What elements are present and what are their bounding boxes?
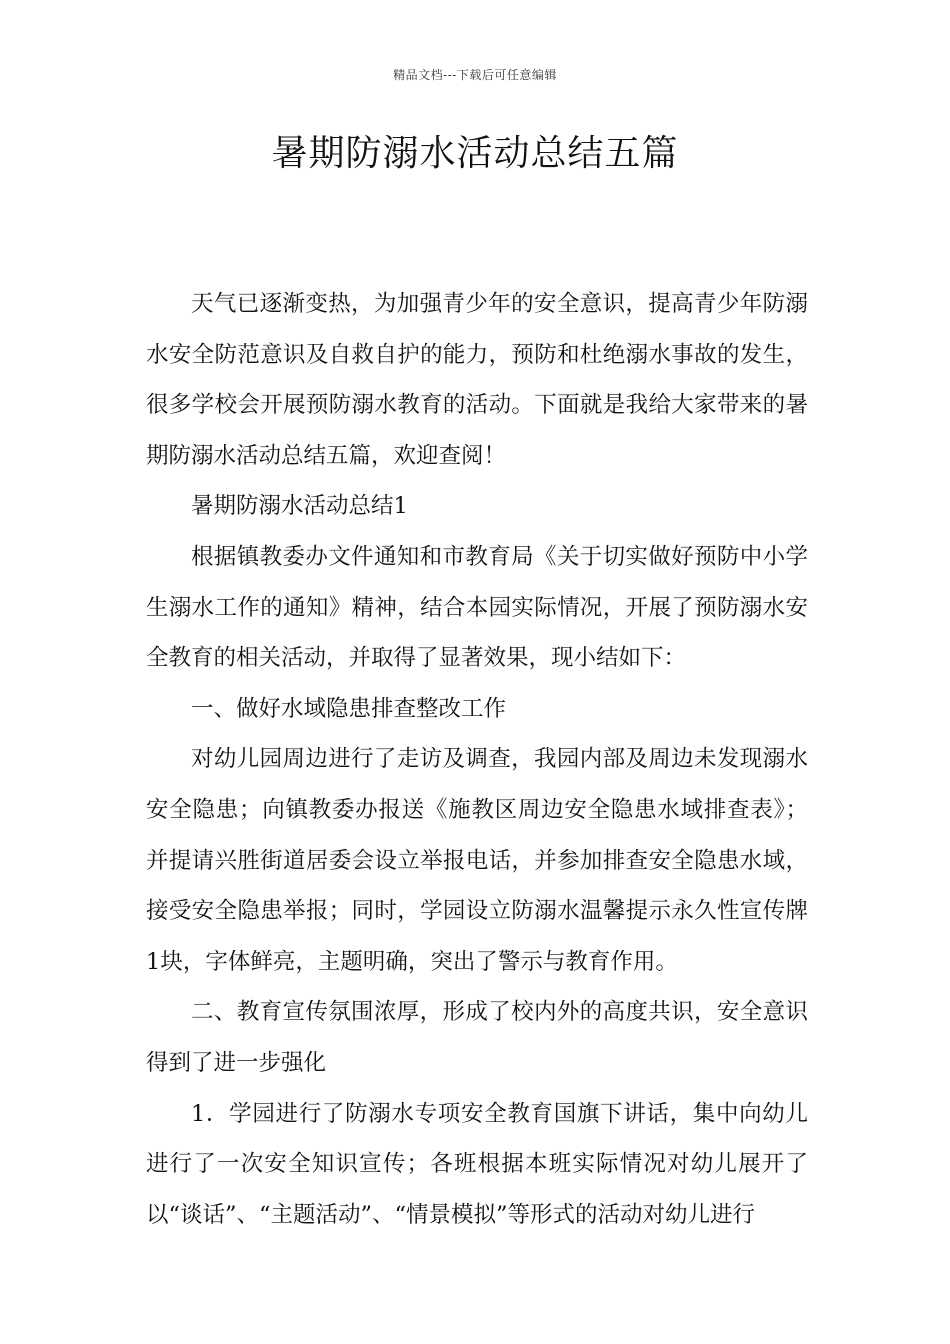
paragraph-background: 根据镇教委办文件通知和市教育局《关于切实做好预防中小学生溺水工作的通知》精神，结合本园实际情况，开展了预防溺水安全教育的相关活动，并取得了显著效果，现小结如下： bbox=[146, 543, 808, 672]
paragraph-intro: 天气已逐渐变热，为加强青少年的安全意识，提高青少年防溺水安全防范意识及自救自护的能力，预防和杜绝溺水事故的发生，很多学校会开展预防溺水教育的活动。下面就是我给大家带来的暑期防溺水活动总结五篇，欢迎查阅！ bbox=[146, 291, 808, 469]
paragraph-education-1: 1．学园进行了防溺水专项安全教育国旗下讲话，集中向幼儿进行了一次安全知识宣传；各班根据本班实际情况对幼儿展开了以“谈话”、“主题活动”、“情景模拟”等形式的活动对幼儿进行 bbox=[146, 1100, 808, 1228]
section-heading-summary-1: 暑期防溺水活动总结1 bbox=[191, 493, 408, 520]
header-note: 精品文档---下载后可任意编辑 bbox=[393, 68, 557, 82]
paragraph-hazard-check: 对幼儿园周边进行了走访及调查，我园内部及周边未发现溺水安全隐患；向镇教委办报送《施教区周边安全隐患水域排查表》；并提请兴胜街道居委会设立举报电话，并参加排查安全隐患水域，接受安全隐患举报；同时，学园设立防溺水温馨提示永久性宣传牌1块，字体鲜亮，主题明确，突出了警示与教育作用。 bbox=[146, 746, 808, 975]
document-title: 暑期防溺水活动总结五篇 bbox=[271, 133, 679, 174]
section-heading-education: 二、教育宣传氛围浓厚，形成了校内外的高度共识，安全意识得到了进一步强化 bbox=[146, 999, 808, 1076]
document-body bbox=[146, 279, 808, 1240]
section-heading-hazard-check: 一、做好水域隐患排查整改工作 bbox=[191, 695, 507, 722]
